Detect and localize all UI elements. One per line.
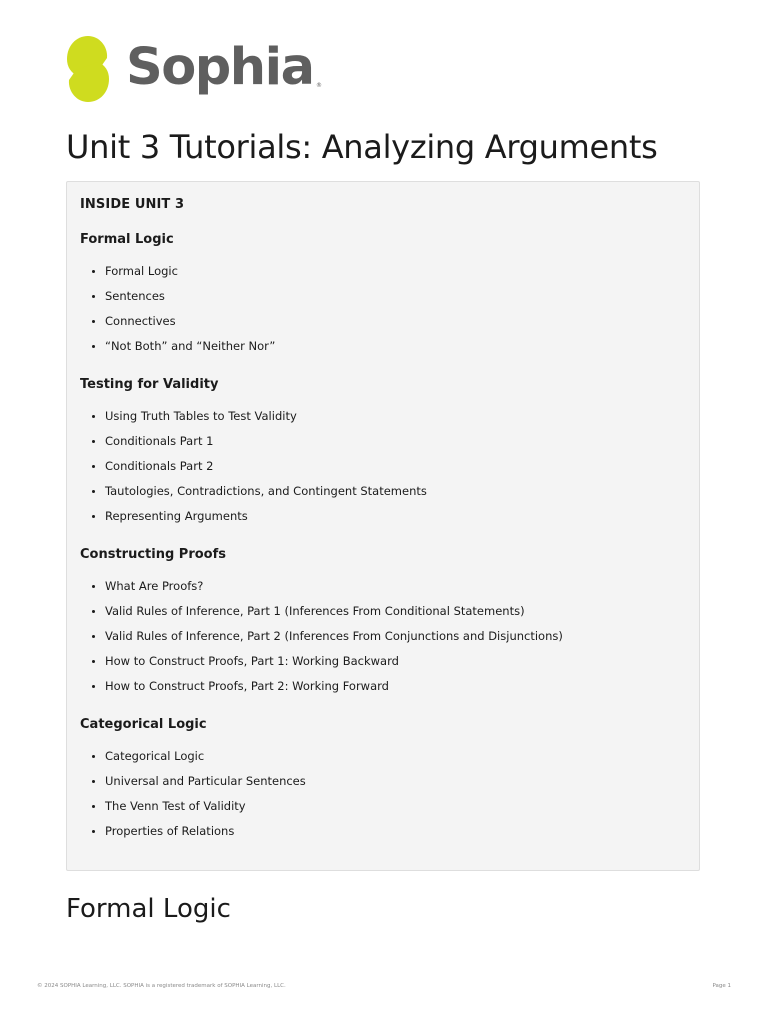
bullet-icon: [92, 660, 95, 663]
bullet-icon: [92, 635, 95, 638]
toc-item-label: Universal and Particular Sentences: [105, 774, 306, 788]
toc-item-label: Conditionals Part 2: [105, 459, 214, 473]
toc-item-label: The Venn Test of Validity: [105, 799, 246, 813]
toc-item-label: Sentences: [105, 289, 165, 303]
bullet-icon: [92, 295, 95, 298]
bullet-icon: [92, 610, 95, 613]
toc-list: [80, 263, 690, 363]
bullet-icon: [92, 345, 95, 348]
footer-page-number: Page 1: [712, 983, 731, 989]
registered-mark: ®: [316, 82, 322, 89]
bullet-icon: [92, 805, 95, 808]
toc-item-label: Properties of Relations: [105, 824, 235, 838]
toc-list: [80, 578, 690, 703]
toc-section-testing-for-validity: [80, 375, 690, 533]
toc-item[interactable]: [80, 338, 690, 363]
toc-item[interactable]: [80, 578, 690, 603]
sophia-wordmark: Sophia: [126, 37, 314, 97]
toc-section-title: Categorical Logic: [80, 717, 207, 732]
toc-item-label: Formal Logic: [105, 264, 178, 278]
unit-contents-heading: INSIDE UNIT 3: [80, 197, 185, 212]
bullet-icon: [92, 320, 95, 323]
footer-copyright: © 2024 SOPHIA Learning, LLC. SOPHIA is a registered trademark of SOPHIA Learning, LLC.: [37, 983, 286, 989]
bullet-icon: [92, 270, 95, 273]
bullet-icon: [92, 755, 95, 758]
toc-item-label: Conditionals Part 1: [105, 434, 214, 448]
toc-item-label: Connectives: [105, 314, 176, 328]
toc-item-label: What Are Proofs?: [105, 579, 204, 593]
toc-list: [80, 748, 690, 848]
toc-item[interactable]: [80, 678, 690, 703]
bullet-icon: [92, 440, 95, 443]
toc-item[interactable]: [80, 483, 690, 508]
toc-section-constructing-proofs: [80, 545, 690, 703]
page-footer: [37, 983, 731, 993]
toc-item-label: Valid Rules of Inference, Part 1 (Inferences From Conditional Statements): [105, 604, 525, 618]
bullet-icon: [92, 515, 95, 518]
toc-item[interactable]: [80, 653, 690, 678]
toc-item-label: “Not Both” and “Neither Nor”: [105, 339, 276, 353]
toc-item-label: Categorical Logic: [105, 749, 205, 763]
toc-section-title: Testing for Validity: [80, 377, 219, 392]
toc-section-formal-logic: [80, 230, 690, 363]
bullet-icon: [92, 685, 95, 688]
toc-item[interactable]: [80, 773, 690, 798]
toc-item[interactable]: [80, 823, 690, 848]
toc-item[interactable]: [80, 603, 690, 628]
toc-item-label: How to Construct Proofs, Part 2: Working Forward: [105, 679, 389, 693]
bullet-icon: [92, 465, 95, 468]
toc-item-label: Valid Rules of Inference, Part 2 (Inferences From Conjunctions and Disjunctions): [105, 629, 563, 643]
bullet-icon: [92, 415, 95, 418]
toc-item-label: Using Truth Tables to Test Validity: [105, 409, 297, 423]
toc-item[interactable]: [80, 433, 690, 458]
toc-item-label: Representing Arguments: [105, 509, 248, 523]
toc-list: [80, 408, 690, 533]
bullet-icon: [92, 780, 95, 783]
toc-item[interactable]: [80, 628, 690, 653]
sophia-logo: [66, 36, 313, 102]
toc-item[interactable]: [80, 508, 690, 533]
toc-item[interactable]: [80, 748, 690, 773]
bullet-icon: [92, 585, 95, 588]
page-title: Unit 3 Tutorials: Analyzing Arguments: [66, 128, 658, 166]
toc-item[interactable]: [80, 313, 690, 338]
sophia-logo-mark-icon: [66, 36, 110, 102]
toc-item[interactable]: [80, 263, 690, 288]
bullet-icon: [92, 490, 95, 493]
toc-item[interactable]: [80, 408, 690, 433]
toc-section-title: Constructing Proofs: [80, 547, 227, 562]
section-heading: Formal Logic: [66, 894, 231, 924]
bullet-icon: [92, 830, 95, 833]
unit-contents-box: [66, 181, 700, 871]
toc-item[interactable]: [80, 288, 690, 313]
toc-item[interactable]: [80, 458, 690, 483]
toc-item[interactable]: [80, 798, 690, 823]
toc-item-label: How to Construct Proofs, Part 1: Working Backward: [105, 654, 399, 668]
toc-item-label: Tautologies, Contradictions, and Contingent Statements: [105, 484, 427, 498]
toc-section-title: Formal Logic: [80, 232, 174, 247]
toc-section-categorical-logic: [80, 715, 690, 848]
